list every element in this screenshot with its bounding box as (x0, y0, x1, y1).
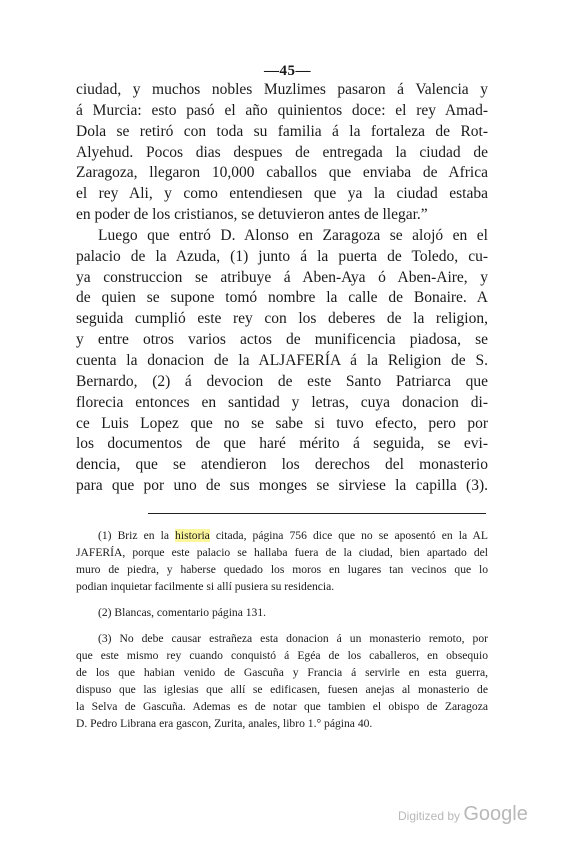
footnote-line: JAFERÍA, porque este palacio se hallaba fuera de la ciudad, bien apartado del (76, 546, 488, 559)
watermark-prefix: Digitized by (398, 809, 464, 823)
text-line: Dola se retiró con toda su familia á la fortaleza de Rot- (76, 122, 488, 140)
footnote-line (76, 527, 488, 544)
text-line: el rey Ali, y como entendiesen que ya la ciudad estaba (76, 185, 488, 203)
text-line: palacio de la Azuda, (1) junto á la puerta de Toledo, cu- (76, 247, 488, 265)
footnote-line: muro de piedra, y haberse quedado los moros en lugares tan vecinos que lo (76, 563, 488, 576)
page-number: —45— (264, 63, 311, 79)
footnote-line: D. Pedro Librana era gascon, Zurita, anales, libro 1.° página 40. (76, 717, 373, 730)
main-text (76, 80, 488, 497)
footnote-line: (3) No debe causar estrañeza esta donacion á un monasterio remoto, por (98, 632, 488, 645)
footnote-divider (148, 513, 486, 514)
footnote-line: la Selva de Gascuña. Ademas es de notar que tambien el obispo de Zaragoza (76, 700, 488, 713)
text-line: en poder de los cristianos, se detuvieron antes de llegar.” (76, 206, 428, 224)
text-line: cuenta la donacion de la ALJAFERÍA á la Religion de S. (76, 351, 488, 369)
footnote-text: citada, página 756 dice que no se aposentó en la AL (209, 529, 488, 542)
footnote-line: de los que habian venido de Gascuña y Francia á servirle en esta guerra, (76, 666, 488, 679)
footnote-line: que este mismo rey cuando conquistó á Egéa de los caballeros, en obsequio (76, 649, 488, 662)
footnote-text: (1) Briz en la (98, 529, 176, 542)
text-line: florecia entonces en santidad y letras, cuya donacion di- (76, 393, 488, 411)
text-line: Bernardo, (2) á devocion de este Santo Patriarca que (76, 372, 488, 390)
footnote-line: dispuso que las iglesias que allí se edificasen, fuesen anejas al monasterio de (76, 683, 488, 696)
text-line: seguida cumplió este rey con los deberes de la religion, (76, 310, 488, 328)
text-line: ya construccion se atribuye á Aben-Aya ó Aben-Aire, y (76, 268, 488, 286)
google-logo-text: Google (463, 803, 528, 825)
text-line: Alyehud. Pocos dias despues de entregada la ciudad de (76, 143, 488, 161)
text-line: y entre otros varios actos de munificencia piadosa, se (76, 331, 488, 349)
text-line: de quien se supone tomó nombre la calle de Bonaire. A (76, 289, 488, 307)
text-line: Zaragoza, llegaron 10,000 caballos que enviaba de Africa (76, 164, 488, 182)
text-line: Luego que entró D. Alonso en Zaragoza se alojó en el (98, 226, 488, 244)
highlighted-word: historia (175, 529, 210, 542)
footnote-line: (2) Blancas, comentario página 131. (98, 606, 267, 619)
text-line: á Murcia: esto pasó el año quinientos doce: el rey Amad- (76, 101, 488, 119)
digitized-watermark (398, 803, 528, 826)
footnote-line: podian inquietar facilmente si allí pusiera su residencia. (76, 580, 335, 593)
text-line: ciudad, y muchos nobles Muzlimes pasaron á Valencia y (76, 81, 488, 98)
text-line: para que por uno de sus monges se sirviese la capilla (3). (76, 477, 488, 495)
text-line: dencia, que se atendieron los derechos del monasterio (76, 456, 488, 474)
footnotes (76, 527, 488, 732)
text-line: los documentos de que haré mérito á seguida, se evi- (76, 435, 488, 453)
text-line: ce Luis Lopez que no se sabe si tuvo efecto, pero por (76, 414, 488, 432)
